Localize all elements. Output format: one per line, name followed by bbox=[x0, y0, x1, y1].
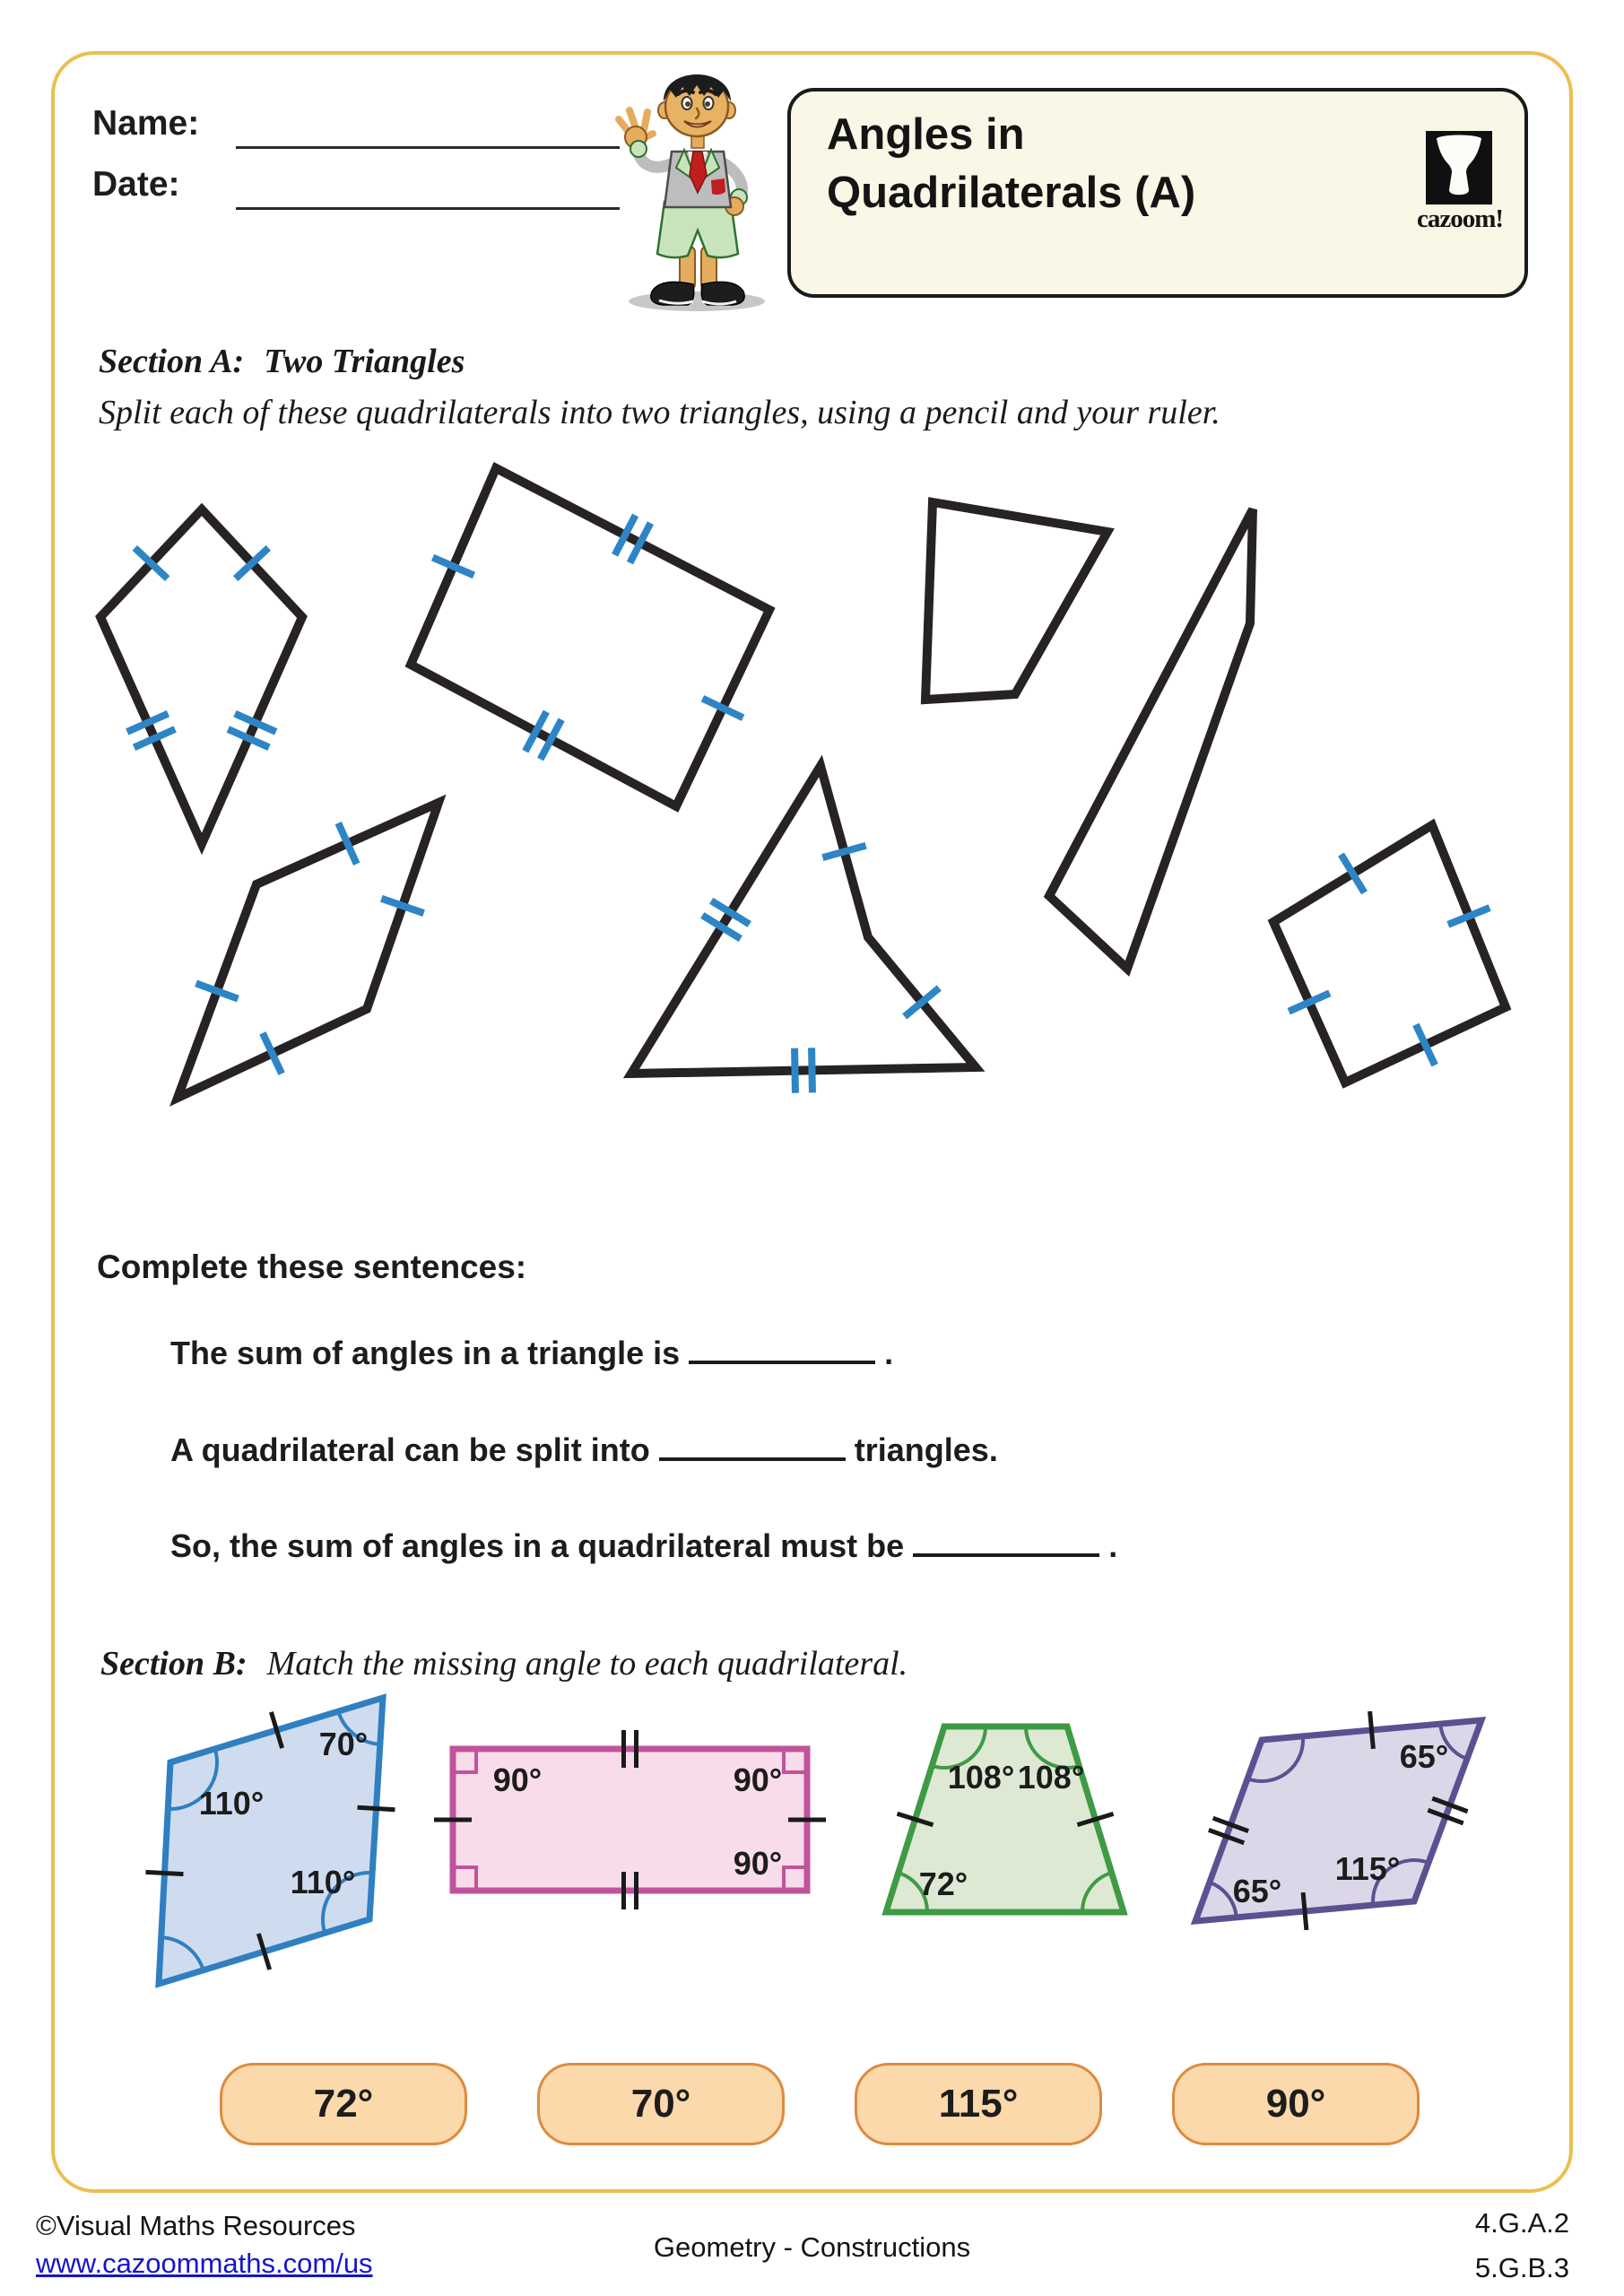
sentence-1-text: The sum of angles in a triangle is bbox=[170, 1335, 681, 1371]
website-link[interactable]: www.cazoommaths.com/us bbox=[36, 2248, 373, 2279]
sentence-1-post: . bbox=[884, 1335, 894, 1371]
figure-dart-quadrilateral bbox=[631, 766, 976, 1093]
cazoom-logo bbox=[1426, 131, 1492, 204]
shape-square[interactable] bbox=[1273, 825, 1506, 1083]
title-line-2: Quadrilaterals (A) bbox=[827, 169, 1196, 217]
figure-kite bbox=[100, 509, 302, 844]
sentences-heading: Complete these sentences: bbox=[97, 1248, 527, 1285]
sentence-2-text: A quadrilateral can be split into bbox=[170, 1431, 650, 1468]
angle-label: 90° bbox=[733, 1761, 783, 1798]
sentence-3-text: So, the sum of angles in a quadrilateral must be bbox=[170, 1527, 905, 1564]
figure-blue-parallelogram bbox=[146, 1698, 395, 1984]
title-line-1: Angles in bbox=[827, 110, 1025, 159]
name-label: Name: bbox=[92, 104, 200, 143]
standard-code-2: 5.G.B.3 bbox=[1474, 2252, 1569, 2283]
angle-label: 65° bbox=[1232, 1873, 1282, 1909]
sentence-2-blank[interactable] bbox=[659, 1431, 846, 1461]
section-b-instruction: Match the missing angle to each quadrilateral. bbox=[266, 1645, 908, 1683]
sentence-2-post: triangles. bbox=[854, 1431, 998, 1468]
answer-button-70[interactable]: 70° bbox=[537, 2063, 785, 2145]
date-label: Date: bbox=[92, 165, 180, 204]
shape-trapezoid[interactable] bbox=[925, 502, 1107, 700]
footer-category: Geometry - Constructions bbox=[653, 2231, 971, 2263]
cazoom-logo-text: cazoom! bbox=[1416, 204, 1504, 233]
angle-label: 108° bbox=[1017, 1759, 1085, 1796]
section-b-label: Section B: bbox=[100, 1645, 248, 1683]
standard-code-1: 4.G.A.2 bbox=[1474, 2207, 1569, 2239]
figure-pink-rectangle bbox=[434, 1730, 826, 1909]
angle-label: 110° bbox=[198, 1785, 265, 1822]
shape-dart-quadrilateral[interactable] bbox=[631, 766, 976, 1074]
copyright-text: ©Visual Maths Resources bbox=[36, 2210, 356, 2241]
worksheet-title bbox=[827, 106, 1195, 222]
section-a-instruction: Split each of these quadrilaterals into two triangles, using a pencil and your ruler. bbox=[99, 394, 1220, 431]
answer-button-90[interactable]: 90° bbox=[1172, 2063, 1420, 2145]
sentence-3-post: . bbox=[1108, 1527, 1118, 1564]
name-input-line[interactable] bbox=[236, 146, 620, 149]
figure-rhombus bbox=[178, 803, 439, 1098]
section-a-heading bbox=[99, 342, 465, 381]
sentence-3-blank[interactable] bbox=[913, 1526, 1099, 1557]
figure-rectangle bbox=[411, 468, 769, 806]
figure-green-trapezoid bbox=[886, 1726, 1124, 1912]
section-b-heading bbox=[100, 1644, 908, 1683]
sentence-3 bbox=[170, 1526, 1117, 1565]
student-character-illustration bbox=[587, 49, 798, 314]
angle-label: 65° bbox=[1399, 1738, 1449, 1775]
tick-mark bbox=[146, 1872, 184, 1874]
sentence-1-blank[interactable] bbox=[689, 1334, 875, 1364]
shape-kite[interactable] bbox=[100, 509, 302, 844]
angle-label: 90° bbox=[492, 1761, 543, 1798]
angle-label: 72° bbox=[918, 1866, 968, 1902]
shape-rectangle[interactable] bbox=[411, 468, 769, 806]
section-a-label: Section A: bbox=[99, 343, 245, 380]
angle-label: 110° bbox=[290, 1864, 356, 1900]
drum-icon bbox=[1426, 131, 1492, 204]
sentence-1 bbox=[170, 1334, 893, 1372]
figure-square bbox=[1273, 825, 1506, 1083]
section-a-topic: Two Triangles bbox=[264, 343, 465, 380]
answer-button-72[interactable]: 72° bbox=[220, 2063, 467, 2145]
sentence-2 bbox=[170, 1431, 998, 1469]
angle-label: 108° bbox=[947, 1759, 1015, 1796]
shape-rhombus[interactable] bbox=[178, 803, 439, 1098]
angle-label: 70° bbox=[318, 1726, 369, 1762]
figure-trapezoid bbox=[925, 502, 1107, 700]
tick-mark bbox=[358, 1807, 395, 1810]
angle-label: 115° bbox=[1334, 1850, 1401, 1887]
answer-button-115[interactable]: 115° bbox=[855, 2063, 1102, 2145]
angle-label: 90° bbox=[733, 1845, 783, 1882]
date-input-line[interactable] bbox=[236, 207, 620, 210]
figure-purple-parallelogram bbox=[1195, 1711, 1481, 1930]
